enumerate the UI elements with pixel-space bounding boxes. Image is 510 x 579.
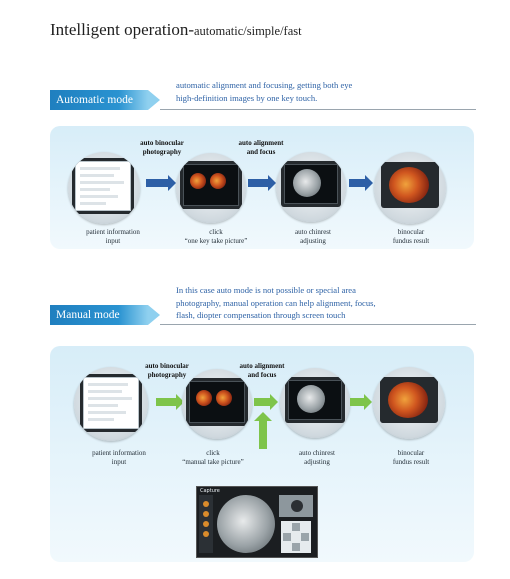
manual-step-patient-input-image [74,367,148,441]
auto-step-click-image [176,153,246,223]
manual-step2-top-label: auto binocular photography [145,362,189,379]
manual-step-click-image [182,369,252,439]
arrow-right-icon [156,398,176,406]
manual-step4-label: binocular fundus result [392,449,430,466]
arrow-right-icon [349,179,365,187]
manual-step-result-image [373,367,445,439]
auto-mode-rule [160,109,476,110]
auto-step4-label: binocular fundus result [392,228,430,245]
auto-step2-top-label: auto binocular photography [140,139,184,156]
manual-tag-chevron [148,305,160,325]
device-screen [72,158,134,214]
direction-pad[interactable] [281,521,311,553]
auto-mode-description: automatic alignment and focusing, getting both eye high-definition images by one key touch. [176,80,353,103]
auto-step3-top-label: auto alignment and focus [238,139,284,156]
fundus-image [389,167,429,203]
capture-left-toolbar [199,495,213,553]
manual-capture-screen [196,486,318,558]
auto-step2-label: click “one key take picture” [184,228,248,245]
manual-mode-rule [160,324,476,325]
auto-step-patient-input-image [68,152,140,224]
capture-title: Capture [200,488,220,494]
auto-mode-tag: Automatic mode [50,90,148,110]
manual-mode-tag: Manual mode [50,305,148,325]
live-fundus-preview [217,495,275,553]
fundus-image [388,382,428,418]
manual-step1-label: patient information input [92,449,146,466]
manual-step-chinrest-image [280,368,350,438]
arrow-right-icon [254,398,270,406]
auto-step1-label: patient information input [86,228,140,245]
arrow-right-icon [146,179,168,187]
auto-tag-chevron [148,90,160,110]
auto-step3-label: auto chinrest adjusting [295,228,331,245]
manual-step3-top-label: auto alignment and focus [239,362,285,379]
arrow-right-icon [350,398,364,406]
arrow-right-icon [248,179,268,187]
manual-step3-label: auto chinrest adjusting [299,449,335,466]
manual-step2-label: click “manual take picture” [182,449,244,466]
camera-preview [279,495,313,517]
auto-step-result-image [374,152,446,224]
page-title: Intelligent operation-automatic/simple/fast [50,20,302,39]
auto-step-chinrest-image [276,152,346,222]
arrow-up-icon [259,421,267,449]
manual-mode-description: In this case auto mode is not possible or special area photography, manual operation can help alignment, focus, flash, diopter compensation through screen touch [176,285,376,320]
